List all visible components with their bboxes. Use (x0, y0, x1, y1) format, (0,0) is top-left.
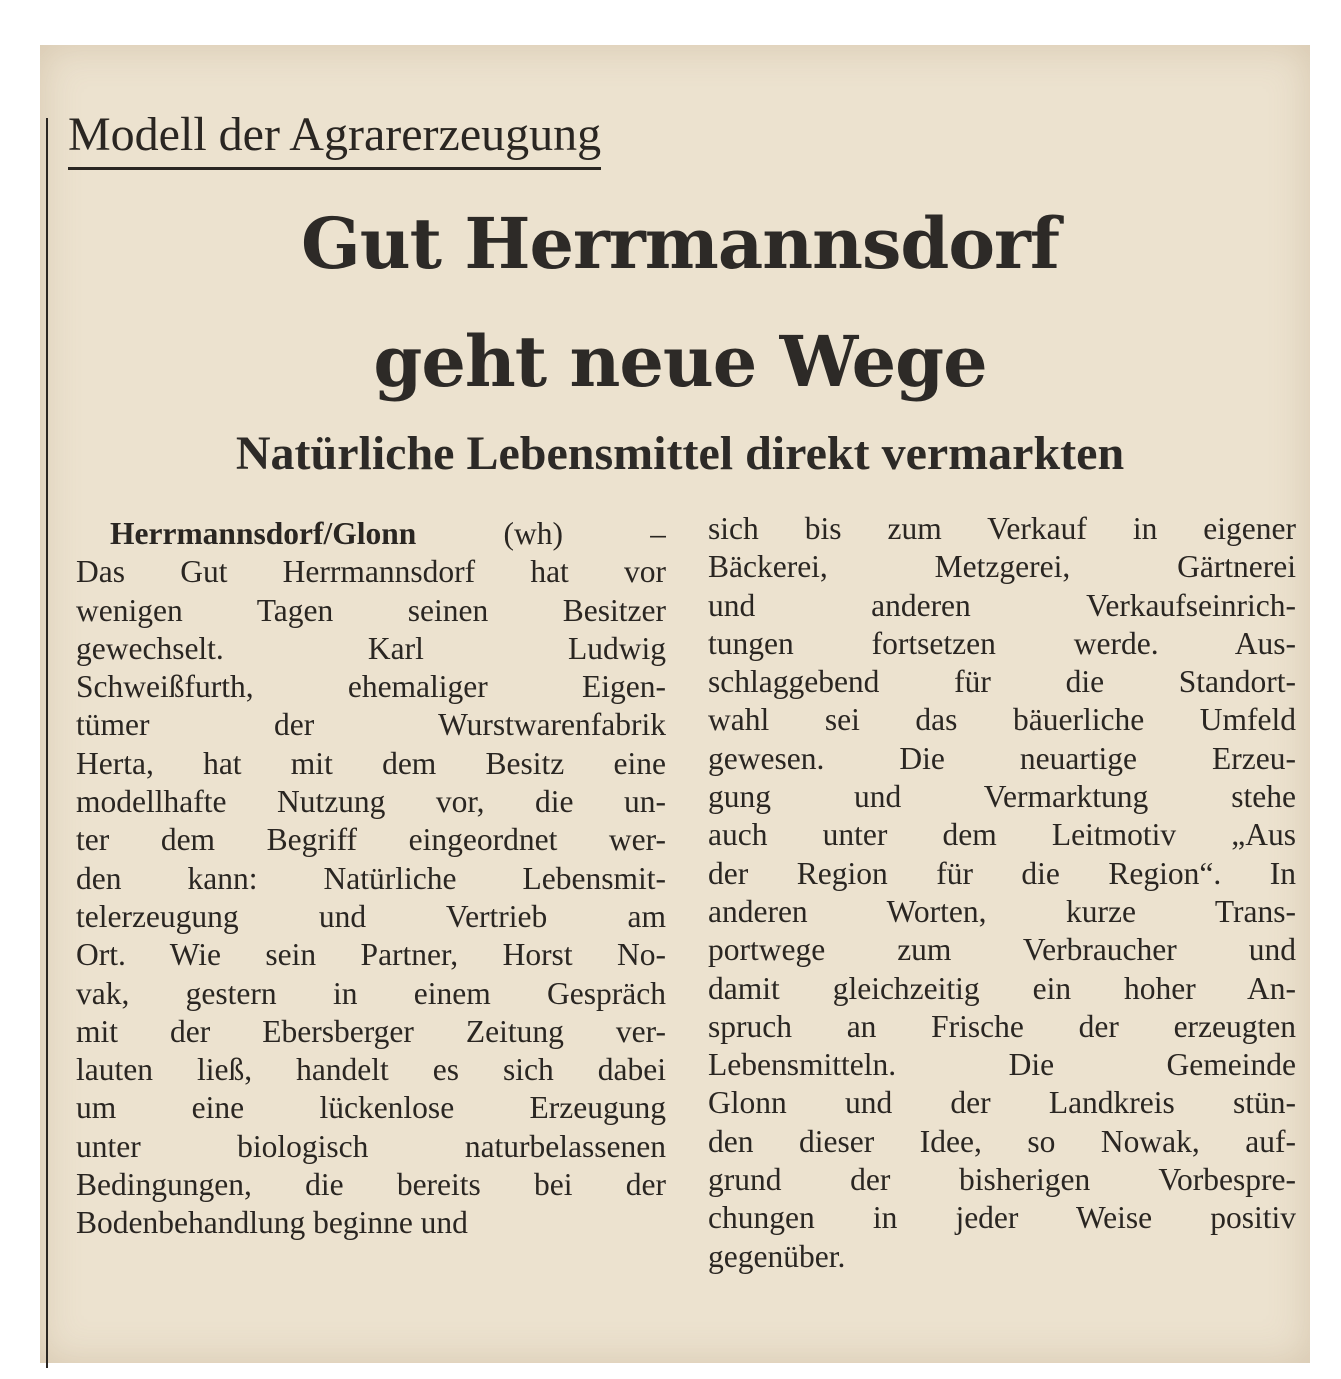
subheadline: Natürliche Lebensmittel direkt vermarkten (235, 427, 1125, 480)
left-column-line: Herta, hat mit dem Besitz eine (76, 745, 666, 781)
right-column-line: Bäckerei, Metzgerei, Gärtnerei (708, 549, 1296, 585)
right-column-line: Lebensmitteln. Die Gemeinde (708, 1047, 1296, 1083)
headline-line-2: geht neue Wege (373, 320, 987, 403)
left-column-line: vak, gestern in einem Gespräch (76, 975, 666, 1011)
right-column-body (708, 510, 1296, 1276)
right-column-line: damit gleichzeitig ein hoher An- (708, 970, 1296, 1006)
right-column-line: portwege zum Verbraucher und (708, 932, 1296, 968)
right-column-line: sich bis zum Verkauf in eigener (708, 511, 1296, 546)
left-column-line: wenigen Tagen seinen Besitzer (76, 592, 666, 628)
left-column-line: gewechselt. Karl Ludwig (76, 630, 666, 666)
left-column-line: Bodenbehandlung beginne und (76, 1205, 468, 1241)
left-column-line: lauten ließ, handelt es sich dabei (76, 1052, 666, 1088)
left-column-line: telerzeugung und Vertrieb am (76, 898, 666, 934)
right-column-line: gung und Vermarktung stehe (708, 779, 1296, 815)
right-column-line: der Region für die Region“. In (708, 855, 1296, 891)
dateline: Herrmannsdorf/Glonn (110, 516, 417, 551)
right-column-line: den dieser Idee, so Nowak, auf- (708, 1123, 1296, 1159)
left-column-line: ter dem Begriff eingeordnet wer- (76, 822, 666, 858)
right-column-line: anderen Worten, kurze Trans- (708, 893, 1296, 929)
right-column-line: grund der bisherigen Vorbespre- (708, 1162, 1296, 1198)
right-column-line: chungen in jeder Weise positiv (708, 1200, 1296, 1236)
article-kicker: Modell der Agrarerzeugung (68, 105, 601, 170)
right-column-line: Glonn und der Landkreis stün- (708, 1085, 1296, 1121)
headline-line-1: Gut Herrmannsdorf (300, 202, 1060, 285)
left-column-line: mit der Ebersberger Zeitung ver- (76, 1013, 666, 1049)
left-column-line: Bedingungen, die bereits bei der (76, 1167, 666, 1203)
column-rule (46, 118, 48, 1368)
right-column-line: gewesen. Die neuartige Erzeu- (708, 740, 1296, 776)
article-column-left (76, 515, 666, 1243)
left-column-line: Schweißfurth, ehemaliger Eigen- (76, 669, 666, 705)
left-column-line: Ort. Wie sein Partner, Horst No- (76, 937, 666, 973)
left-column-line: modellhafte Nutzung vor, die un- (76, 784, 666, 820)
left-column-body (76, 553, 666, 1242)
right-column-line: spruch an Frische der erzeugten (708, 1008, 1296, 1044)
first-line (76, 515, 666, 553)
right-column-line: schlaggebend für die Standort- (708, 664, 1296, 700)
right-column-line: gegenüber. (708, 1238, 846, 1274)
left-column-line: den kann: Natürliche Lebensmit- (76, 860, 666, 896)
right-column-line: tungen fortsetzen werde. Aus- (708, 625, 1296, 661)
left-column-line: um eine lückenlose Erzeugung (76, 1090, 666, 1126)
article-column-right (708, 510, 1296, 1276)
left-column-line: unter biologisch naturbelassenen (76, 1128, 666, 1164)
left-column-line: Das Gut Herrmannsdorf hat vor (76, 554, 666, 590)
right-column-line: wahl sei das bäuerliche Umfeld (708, 702, 1296, 738)
left-column-line: tümer der Wurstwarenfabrik (76, 707, 666, 743)
byline: (wh) – (503, 516, 666, 551)
right-column-line: und anderen Verkaufseinrich- (708, 587, 1296, 623)
right-column-line: auch unter dem Leitmotiv „Aus (708, 817, 1296, 853)
